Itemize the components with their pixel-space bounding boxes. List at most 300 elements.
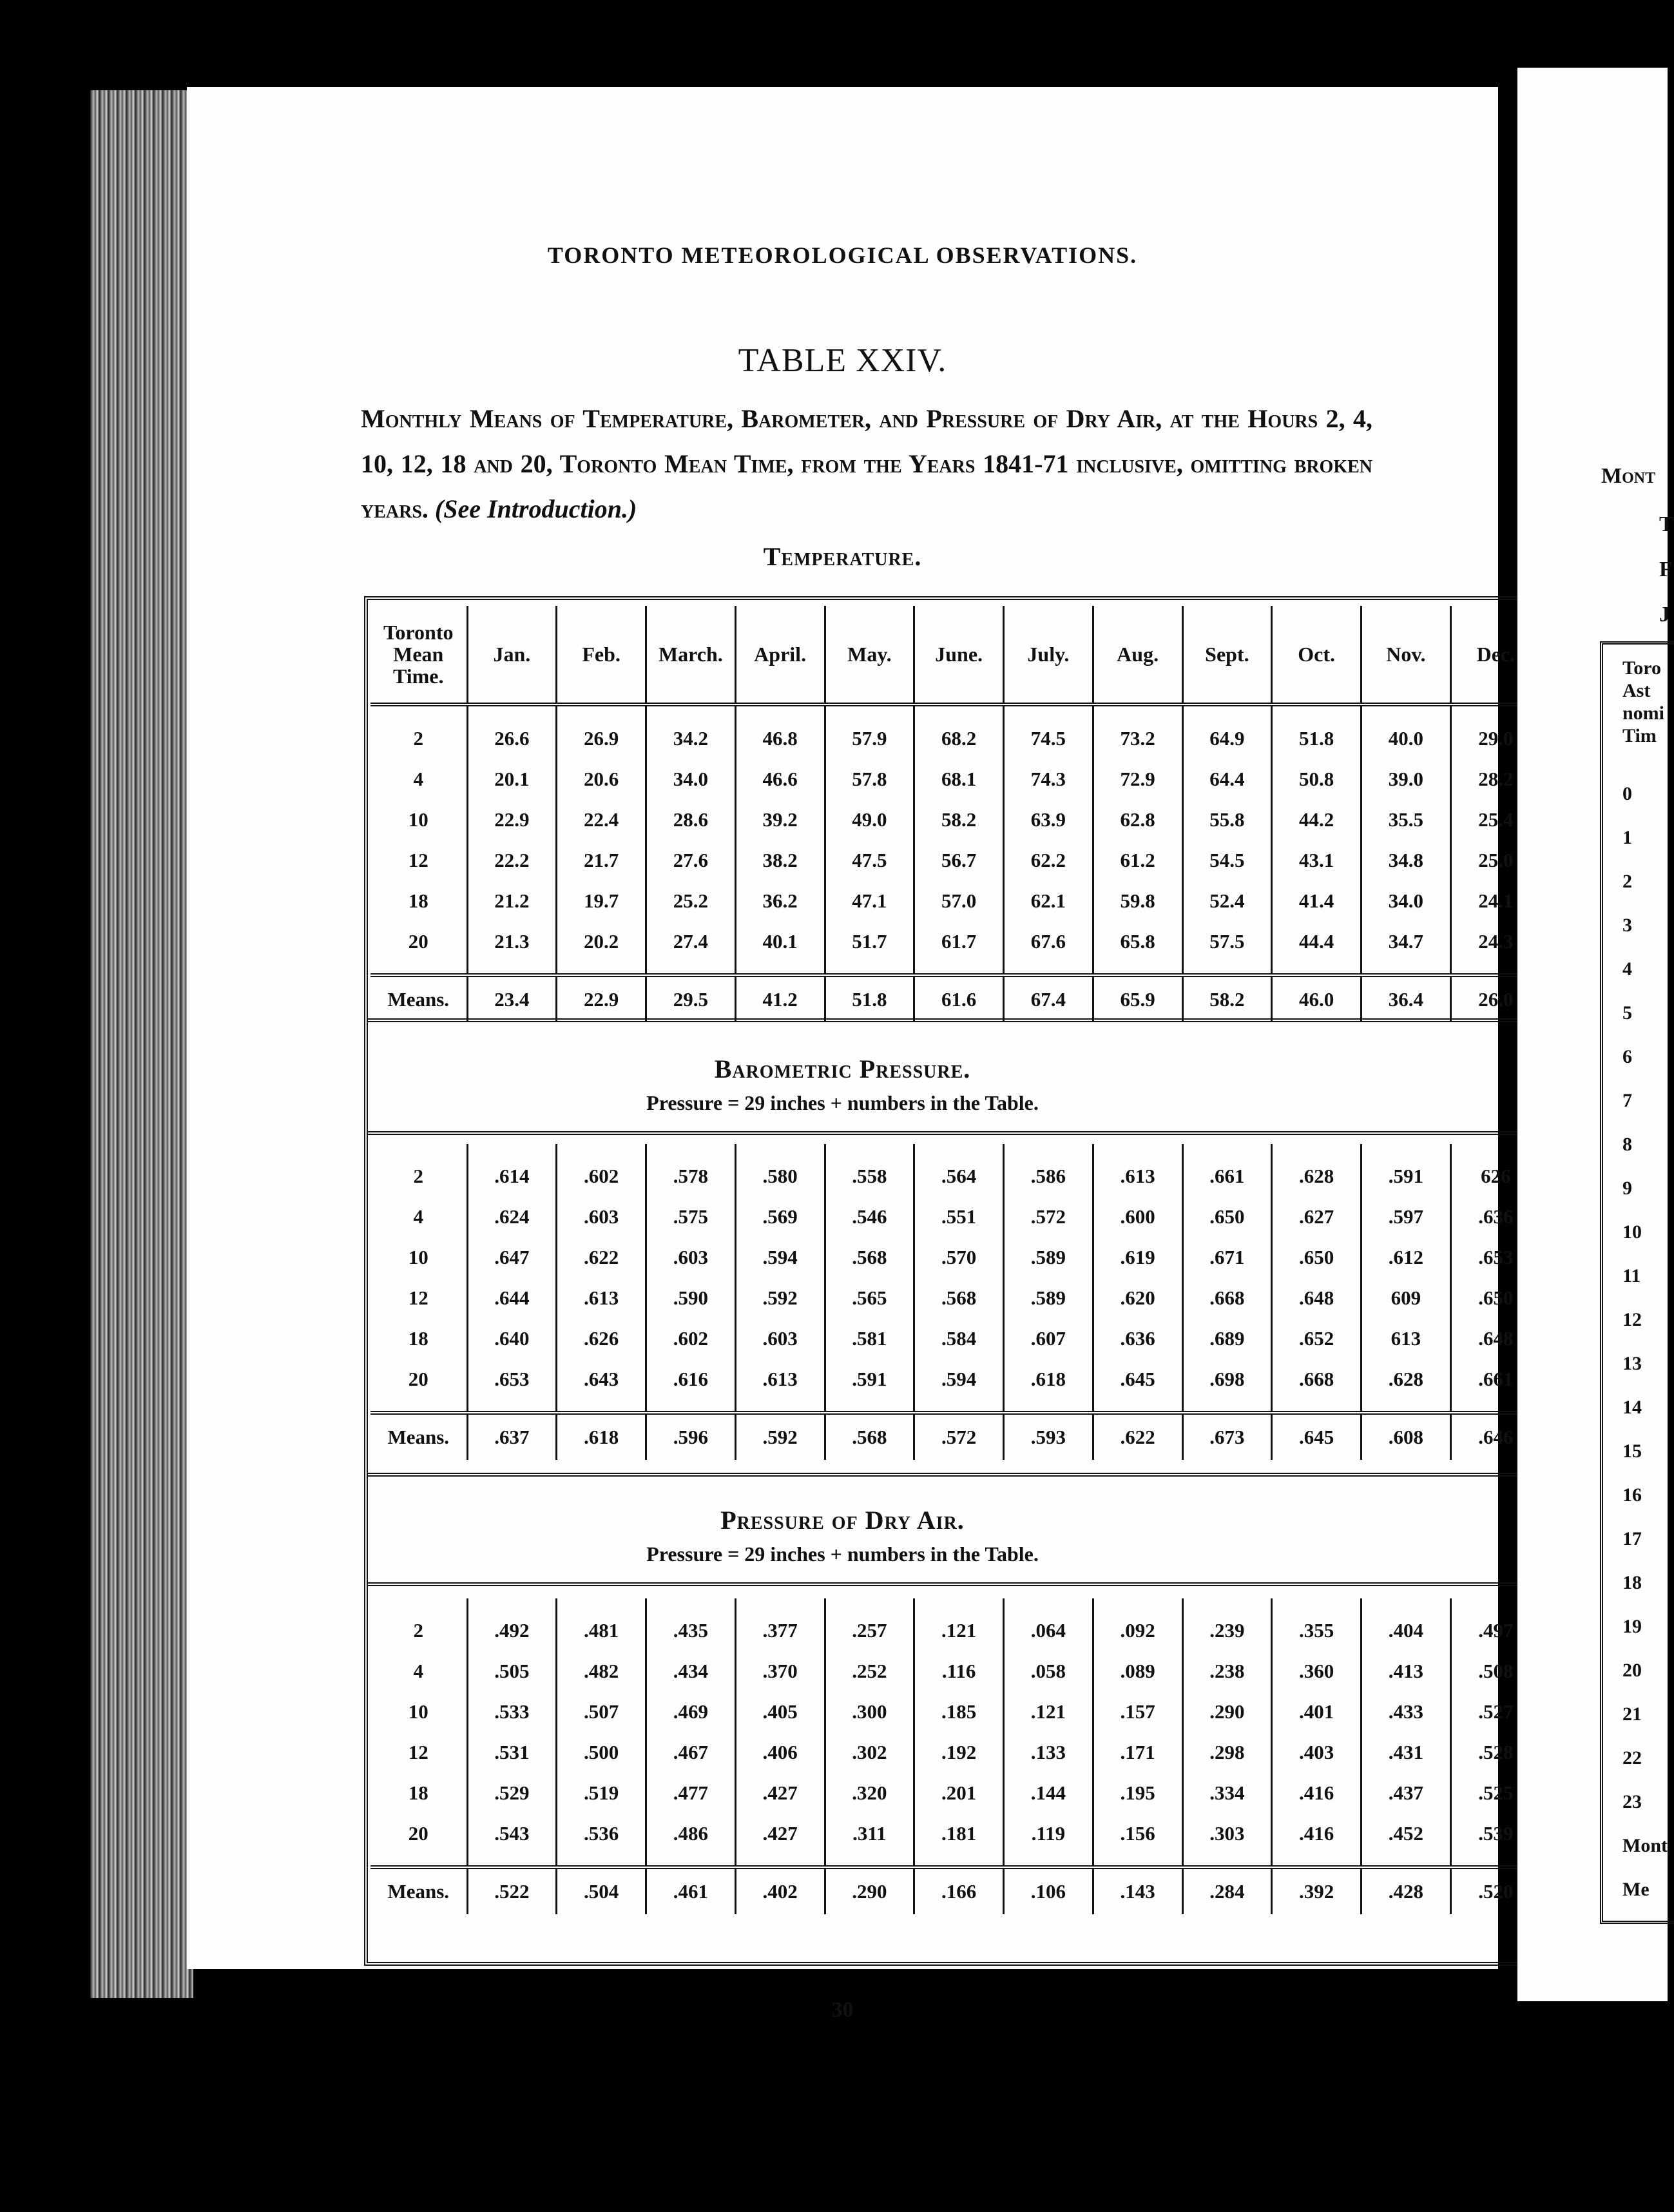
- section-title-barometric-pressure: Barometric Pressure.: [714, 1054, 971, 1083]
- means-label: Means.: [370, 1413, 467, 1460]
- value-cell: .603: [646, 1237, 736, 1277]
- value-cell: 62.2: [1004, 840, 1093, 880]
- value-cell: .133: [1004, 1732, 1093, 1772]
- value-cell: 28.6: [646, 799, 736, 840]
- value-cell: 24.1: [1450, 880, 1540, 921]
- value-cell: .592: [735, 1277, 825, 1318]
- means-row: [370, 975, 1540, 1022]
- means-label: Means.: [370, 1867, 467, 1914]
- value-cell: 57.0: [914, 880, 1004, 921]
- table-row: [370, 1732, 1540, 1772]
- value-cell: .238: [1182, 1651, 1272, 1691]
- facing-page-row: 18: [1622, 1572, 1642, 1593]
- column-header: Toronto Mean Time.: [370, 606, 467, 704]
- means-cell: 65.9: [1093, 975, 1182, 1022]
- value-cell: .257: [825, 1598, 914, 1651]
- facing-page-row: 6: [1622, 1046, 1632, 1067]
- facing-page-row: Me: [1622, 1879, 1650, 1900]
- value-cell: .529: [467, 1772, 557, 1813]
- value-cell: .586: [1004, 1144, 1093, 1196]
- value-cell: .648: [1450, 1318, 1540, 1359]
- value-cell: .653: [467, 1359, 557, 1413]
- hour-cell: 2: [413, 726, 423, 750]
- means-cell: .622: [1093, 1413, 1182, 1460]
- value-cell: .192: [914, 1732, 1004, 1772]
- hour-cell: 20: [408, 1367, 428, 1390]
- value-cell: .645: [1093, 1359, 1182, 1413]
- value-cell: .668: [1272, 1359, 1361, 1413]
- means-cell: .428: [1361, 1867, 1451, 1914]
- value-cell: .416: [1272, 1813, 1361, 1867]
- hour-cell: 4: [413, 767, 423, 790]
- value-cell: 27.6: [646, 840, 736, 880]
- value-cell: .626: [557, 1318, 646, 1359]
- hour-cell: 12: [408, 1286, 428, 1309]
- value-cell: .121: [914, 1598, 1004, 1651]
- value-cell: 62.8: [1093, 799, 1182, 840]
- value-cell: .089: [1093, 1651, 1182, 1691]
- value-cell: .565: [825, 1277, 914, 1318]
- value-cell: .519: [557, 1772, 646, 1813]
- hour-cell: 10: [408, 1245, 428, 1268]
- value-cell: .144: [1004, 1772, 1093, 1813]
- column-header: Oct.: [1272, 606, 1361, 704]
- hour-cell: 4: [413, 1659, 423, 1682]
- value-cell: .603: [735, 1318, 825, 1359]
- value-cell: 26.9: [557, 704, 646, 759]
- section-divider: [367, 1582, 1543, 1586]
- value-cell: .320: [825, 1772, 914, 1813]
- value-cell: .581: [825, 1318, 914, 1359]
- hour-cell: 10: [408, 808, 428, 831]
- value-cell: .482: [557, 1651, 646, 1691]
- value-cell: .698: [1182, 1359, 1272, 1413]
- value-cell: 46.6: [735, 759, 825, 799]
- value-cell: .181: [914, 1813, 1004, 1867]
- facing-page-row: 20: [1622, 1660, 1642, 1681]
- hour-cell: 18: [408, 1781, 428, 1804]
- value-cell: .290: [1182, 1691, 1272, 1732]
- value-cell: 626: [1450, 1144, 1540, 1196]
- means-cell: 36.4: [1361, 975, 1451, 1022]
- hour-cell: 4: [413, 1205, 423, 1228]
- facing-page-row: 3: [1622, 915, 1632, 936]
- means-row: [370, 1413, 1540, 1460]
- value-cell: 57.8: [825, 759, 914, 799]
- means-cell: .593: [1004, 1413, 1093, 1460]
- value-cell: .613: [1093, 1144, 1182, 1196]
- means-cell: .392: [1272, 1867, 1361, 1914]
- means-cell: 46.0: [1272, 975, 1361, 1022]
- pressure-dry-air-table: [370, 1598, 1540, 1914]
- hour-cell: 20: [408, 929, 428, 953]
- value-cell: .467: [646, 1732, 736, 1772]
- facing-page-header: Tim: [1622, 725, 1657, 746]
- value-cell: .507: [557, 1691, 646, 1732]
- value-cell: 55.8: [1182, 799, 1272, 840]
- facing-page-row: 12: [1622, 1309, 1642, 1330]
- section-note-dry-air: Pressure = 29 inches + numbers in the Table.: [646, 1542, 1039, 1566]
- value-cell: .334: [1182, 1772, 1272, 1813]
- means-cell: 23.4: [467, 975, 557, 1022]
- value-cell: .302: [825, 1732, 914, 1772]
- value-cell: .239: [1182, 1598, 1272, 1651]
- running-head: TORONTO METEOROLOGICAL OBSERVATIONS.: [547, 242, 1138, 268]
- value-cell: 51.8: [1272, 704, 1361, 759]
- value-cell: 73.2: [1093, 704, 1182, 759]
- value-cell: .406: [735, 1732, 825, 1772]
- value-cell: 63.9: [1004, 799, 1093, 840]
- value-cell: .546: [825, 1196, 914, 1237]
- value-cell: .620: [1093, 1277, 1182, 1318]
- means-cell: .596: [646, 1413, 736, 1460]
- value-cell: .591: [1361, 1144, 1451, 1196]
- value-cell: .602: [557, 1144, 646, 1196]
- book-page: [187, 87, 1515, 2022]
- value-cell: .564: [914, 1144, 1004, 1196]
- value-cell: 47.1: [825, 880, 914, 921]
- value-cell: 50.8: [1272, 759, 1361, 799]
- value-cell: .477: [646, 1772, 736, 1813]
- value-cell: .628: [1361, 1359, 1451, 1413]
- value-cell: .157: [1093, 1691, 1182, 1732]
- value-cell: .452: [1361, 1813, 1451, 1867]
- value-cell: .613: [735, 1359, 825, 1413]
- facing-page-header: nomi: [1622, 703, 1665, 724]
- value-cell: 57.5: [1182, 921, 1272, 975]
- facing-page-row: 11: [1622, 1265, 1641, 1286]
- table-row: [370, 921, 1540, 975]
- value-cell: .578: [646, 1144, 736, 1196]
- means-cell: .572: [914, 1413, 1004, 1460]
- value-cell: .602: [646, 1318, 736, 1359]
- facing-page-row: Mont: [1622, 1835, 1668, 1856]
- column-header: Jan.: [467, 606, 557, 704]
- facing-page-row: 17: [1622, 1528, 1642, 1549]
- value-cell: 20.2: [557, 921, 646, 975]
- value-cell: .427: [735, 1813, 825, 1867]
- means-cell: .608: [1361, 1413, 1451, 1460]
- value-cell: 25.0: [1450, 840, 1540, 880]
- section-title-temperature: Temperature.: [763, 542, 922, 571]
- value-cell: 613: [1361, 1318, 1451, 1359]
- means-cell: 29.5: [646, 975, 736, 1022]
- table-row: [370, 759, 1540, 799]
- value-cell: .416: [1272, 1772, 1361, 1813]
- value-cell: .653: [1450, 1237, 1540, 1277]
- value-cell: .661: [1182, 1144, 1272, 1196]
- means-cell: .461: [646, 1867, 736, 1914]
- facing-page-row: 7: [1622, 1090, 1632, 1111]
- value-cell: 68.1: [914, 759, 1004, 799]
- value-cell: 61.2: [1093, 840, 1182, 880]
- value-cell: .508: [1450, 1651, 1540, 1691]
- value-cell: .434: [646, 1651, 736, 1691]
- value-cell: 39.0: [1361, 759, 1451, 799]
- column-header: Feb.: [557, 606, 646, 704]
- value-cell: .650: [1272, 1237, 1361, 1277]
- value-cell: .636: [1093, 1318, 1182, 1359]
- means-label: Means.: [370, 975, 467, 1022]
- value-cell: .652: [1272, 1318, 1361, 1359]
- facing-page-row: 19: [1622, 1616, 1642, 1637]
- value-cell: .433: [1361, 1691, 1451, 1732]
- hour-cell: 12: [408, 1740, 428, 1763]
- facing-page-text: T: [1659, 512, 1674, 536]
- means-cell: .618: [557, 1413, 646, 1460]
- value-cell: .370: [735, 1651, 825, 1691]
- value-cell: .616: [646, 1359, 736, 1413]
- value-cell: .064: [1004, 1598, 1093, 1651]
- value-cell: .584: [914, 1318, 1004, 1359]
- means-cell: 61.6: [914, 975, 1004, 1022]
- table-row: [370, 704, 1540, 759]
- value-cell: 22.2: [467, 840, 557, 880]
- facing-page-row: 0: [1622, 783, 1632, 804]
- value-cell: .668: [1182, 1277, 1272, 1318]
- value-cell: 52.4: [1182, 880, 1272, 921]
- means-cell: .522: [467, 1867, 557, 1914]
- barometric-pressure-table: [370, 1144, 1540, 1460]
- hour-cell: 2: [413, 1164, 423, 1187]
- value-cell: 39.2: [735, 799, 825, 840]
- value-cell: 67.6: [1004, 921, 1093, 975]
- value-cell: 25.4: [1450, 799, 1540, 840]
- value-cell: 65.8: [1093, 921, 1182, 975]
- value-cell: 34.2: [646, 704, 736, 759]
- facing-page-text: Mont: [1601, 464, 1656, 488]
- table-row: [370, 880, 1540, 921]
- section-divider: [367, 1473, 1543, 1477]
- value-cell: .527: [1450, 1691, 1540, 1732]
- table-row: [370, 1772, 1540, 1813]
- value-cell: .505: [467, 1651, 557, 1691]
- facing-page-table-fragment: [1600, 641, 1674, 1924]
- column-header: March.: [646, 606, 736, 704]
- value-cell: .303: [1182, 1813, 1272, 1867]
- value-cell: 49.0: [825, 799, 914, 840]
- value-cell: 36.2: [735, 880, 825, 921]
- value-cell: .618: [1004, 1359, 1093, 1413]
- value-cell: .355: [1272, 1598, 1361, 1651]
- value-cell: .589: [1004, 1237, 1093, 1277]
- means-cell: .646: [1450, 1413, 1540, 1460]
- value-cell: 51.7: [825, 921, 914, 975]
- table-caption: [361, 396, 1372, 532]
- facing-page-row: 4: [1622, 958, 1632, 980]
- value-cell: .624: [467, 1196, 557, 1237]
- facing-page-row: 21: [1622, 1703, 1642, 1725]
- facing-page-text: F: [1659, 558, 1673, 581]
- value-cell: 35.5: [1361, 799, 1451, 840]
- value-cell: 28.2: [1450, 759, 1540, 799]
- value-cell: 64.4: [1182, 759, 1272, 799]
- value-cell: 74.3: [1004, 759, 1093, 799]
- value-cell: .531: [467, 1732, 557, 1772]
- column-header: July.: [1004, 606, 1093, 704]
- value-cell: 57.9: [825, 704, 914, 759]
- value-cell: .298: [1182, 1732, 1272, 1772]
- value-cell: .539: [1450, 1813, 1540, 1867]
- hour-cell: 18: [408, 889, 428, 912]
- value-cell: 20.1: [467, 759, 557, 799]
- value-cell: 74.5: [1004, 704, 1093, 759]
- value-cell: .589: [1004, 1277, 1093, 1318]
- table-row: [370, 1277, 1540, 1318]
- value-cell: .600: [1093, 1196, 1182, 1237]
- value-cell: .575: [646, 1196, 736, 1237]
- section-divider: [367, 1018, 1543, 1022]
- value-cell: .648: [1272, 1277, 1361, 1318]
- means-cell: .673: [1182, 1413, 1272, 1460]
- value-cell: .185: [914, 1691, 1004, 1732]
- value-cell: .628: [1272, 1144, 1361, 1196]
- value-cell: .201: [914, 1772, 1004, 1813]
- value-cell: 43.1: [1272, 840, 1361, 880]
- table-row: [370, 1196, 1540, 1237]
- value-cell: .360: [1272, 1651, 1361, 1691]
- means-cell: 58.2: [1182, 975, 1272, 1022]
- value-cell: 64.9: [1182, 704, 1272, 759]
- means-cell: .143: [1093, 1867, 1182, 1914]
- value-cell: .594: [735, 1237, 825, 1277]
- column-header: Sept.: [1182, 606, 1272, 704]
- value-cell: .116: [914, 1651, 1004, 1691]
- hour-cell: 20: [408, 1821, 428, 1845]
- table-row: [370, 1237, 1540, 1277]
- facing-page-row: 1: [1622, 827, 1632, 848]
- value-cell: .569: [735, 1196, 825, 1237]
- column-header: June.: [914, 606, 1004, 704]
- hour-cell: 10: [408, 1700, 428, 1723]
- value-cell: 19.7: [557, 880, 646, 921]
- value-cell: .121: [1004, 1691, 1093, 1732]
- value-cell: 34.0: [646, 759, 736, 799]
- value-cell: 27.4: [646, 921, 736, 975]
- means-cell: 41.2: [735, 975, 825, 1022]
- column-header: May.: [825, 606, 914, 704]
- value-cell: .195: [1093, 1772, 1182, 1813]
- value-cell: .568: [914, 1277, 1004, 1318]
- value-cell: .252: [825, 1651, 914, 1691]
- value-cell: .689: [1182, 1318, 1272, 1359]
- column-header: Nov.: [1361, 606, 1451, 704]
- value-cell: 40.0: [1361, 704, 1451, 759]
- facing-page-row: 16: [1622, 1484, 1642, 1506]
- value-cell: 29.0: [1450, 704, 1540, 759]
- value-cell: 21.7: [557, 840, 646, 880]
- value-cell: .171: [1093, 1732, 1182, 1772]
- table-header-row: [370, 606, 1540, 704]
- hour-cell: 2: [413, 1618, 423, 1642]
- facing-page-row: 9: [1622, 1178, 1632, 1199]
- means-cell: .637: [467, 1413, 557, 1460]
- means-cell: .106: [1004, 1867, 1093, 1914]
- value-cell: .661: [1450, 1359, 1540, 1413]
- value-cell: .613: [557, 1277, 646, 1318]
- value-cell: 41.4: [1272, 880, 1361, 921]
- value-cell: .092: [1093, 1598, 1182, 1651]
- value-cell: .486: [646, 1813, 736, 1867]
- value-cell: .591: [825, 1359, 914, 1413]
- facing-page-header: Toro: [1622, 657, 1662, 679]
- value-cell: .427: [735, 1772, 825, 1813]
- means-cell: .645: [1272, 1413, 1361, 1460]
- value-cell: .619: [1093, 1237, 1182, 1277]
- table-row: [370, 1144, 1540, 1196]
- value-cell: .404: [1361, 1598, 1451, 1651]
- facing-page-row: 13: [1622, 1353, 1642, 1374]
- table-row: [370, 799, 1540, 840]
- value-cell: .435: [646, 1598, 736, 1651]
- value-cell: .622: [557, 1237, 646, 1277]
- hour-cell: 18: [408, 1326, 428, 1350]
- book-binding-edge: [90, 90, 193, 1998]
- value-cell: 20.6: [557, 759, 646, 799]
- facing-page-row: 23: [1622, 1791, 1642, 1812]
- means-cell: 51.8: [825, 975, 914, 1022]
- value-cell: .607: [1004, 1318, 1093, 1359]
- value-cell: .119: [1004, 1813, 1093, 1867]
- value-cell: 34.8: [1361, 840, 1451, 880]
- means-cell: .402: [735, 1867, 825, 1914]
- facing-page-row: 2: [1622, 871, 1632, 892]
- table-row: [370, 1651, 1540, 1691]
- table-row: [370, 1318, 1540, 1359]
- means-cell: .520: [1450, 1867, 1540, 1914]
- means-cell: 26.0: [1450, 975, 1540, 1022]
- facing-page-row: 8: [1622, 1134, 1632, 1155]
- facing-page-row: 5: [1622, 1002, 1632, 1024]
- value-cell: 21.2: [467, 880, 557, 921]
- value-cell: .500: [557, 1732, 646, 1772]
- value-cell: 25.2: [646, 880, 736, 921]
- value-cell: .612: [1361, 1237, 1451, 1277]
- table-title: TABLE XXIV.: [738, 342, 947, 379]
- means-cell: .290: [825, 1867, 914, 1914]
- value-cell: .058: [1004, 1651, 1093, 1691]
- value-cell: 47.5: [825, 840, 914, 880]
- value-cell: 38.2: [735, 840, 825, 880]
- value-cell: .644: [467, 1277, 557, 1318]
- value-cell: .636: [1450, 1196, 1540, 1237]
- value-cell: 40.1: [735, 921, 825, 975]
- facing-page-text: J: [1659, 603, 1670, 626]
- table-row: [370, 1359, 1540, 1413]
- value-cell: .492: [467, 1598, 557, 1651]
- value-cell: .627: [1272, 1196, 1361, 1237]
- table-row: [370, 1598, 1540, 1651]
- facing-page-row: 14: [1622, 1397, 1642, 1418]
- value-cell: .558: [825, 1144, 914, 1196]
- column-header: Aug.: [1093, 606, 1182, 704]
- value-cell: .536: [557, 1813, 646, 1867]
- value-cell: .469: [646, 1691, 736, 1732]
- value-cell: 46.8: [735, 704, 825, 759]
- section-title-pressure-dry-air: Pressure of Dry Air.: [720, 1506, 965, 1535]
- facing-page-row: 10: [1622, 1221, 1642, 1243]
- value-cell: .528: [1450, 1732, 1540, 1772]
- means-cell: .284: [1182, 1867, 1272, 1914]
- section-note-barometric: Pressure = 29 inches + numbers in the Table.: [646, 1091, 1039, 1114]
- value-cell: .603: [557, 1196, 646, 1237]
- value-cell: 22.4: [557, 799, 646, 840]
- value-cell: 609: [1361, 1277, 1451, 1318]
- value-cell: .497: [1450, 1598, 1540, 1651]
- value-cell: .403: [1272, 1732, 1361, 1772]
- hour-cell: 12: [408, 848, 428, 871]
- value-cell: .543: [467, 1813, 557, 1867]
